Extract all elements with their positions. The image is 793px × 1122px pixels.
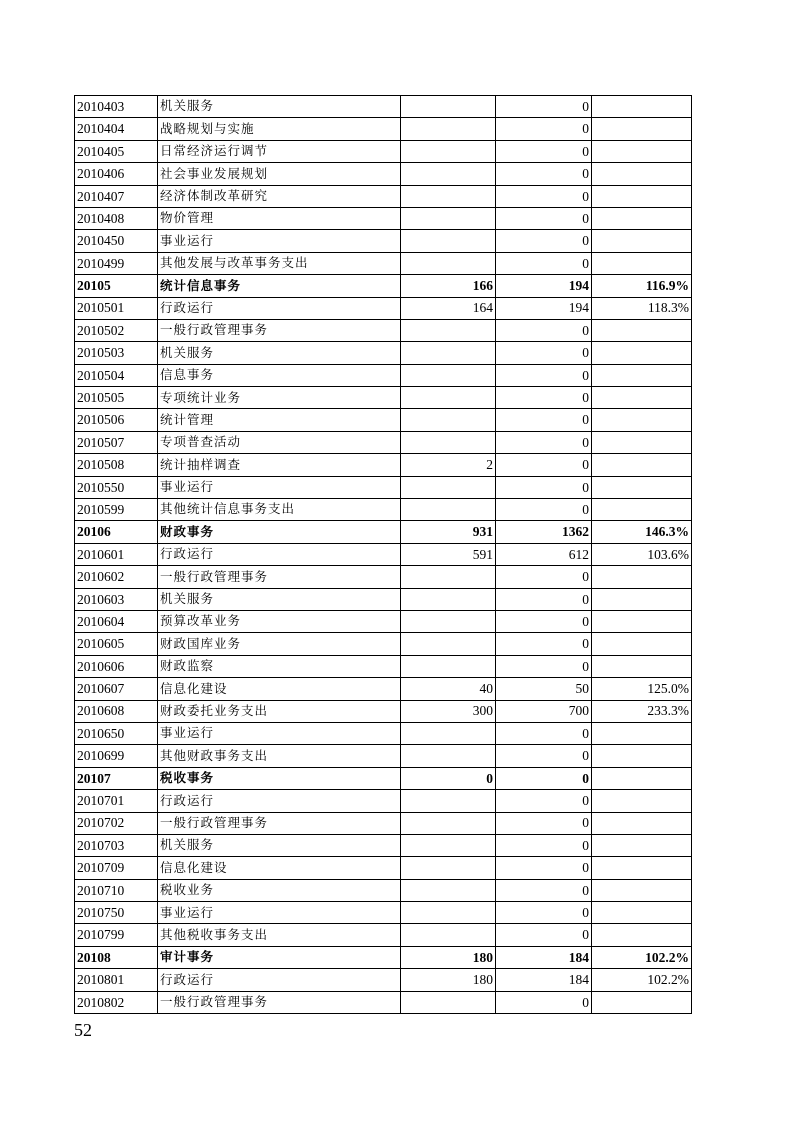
- row-percentage: [592, 588, 692, 610]
- row-percentage: 233.3%: [592, 700, 692, 722]
- row-code: 2010407: [75, 185, 158, 207]
- row-prior-amount: [401, 163, 496, 185]
- row-code: 2010701: [75, 790, 158, 812]
- row-percentage: 125.0%: [592, 678, 692, 700]
- row-code: 2010650: [75, 722, 158, 744]
- table-row: [75, 297, 692, 319]
- row-current-amount: 0: [496, 812, 592, 834]
- table-row: [75, 140, 692, 162]
- row-percentage: [592, 96, 692, 118]
- row-name: 财政委托业务支出: [158, 700, 401, 722]
- table-row: [75, 252, 692, 274]
- row-percentage: [592, 857, 692, 879]
- row-code: 2010505: [75, 387, 158, 409]
- row-percentage: [592, 991, 692, 1013]
- row-code: 2010406: [75, 163, 158, 185]
- table-row: [75, 185, 692, 207]
- row-prior-amount: [401, 924, 496, 946]
- row-code: 2010405: [75, 140, 158, 162]
- row-percentage: [592, 431, 692, 453]
- row-name: 财政国库业务: [158, 633, 401, 655]
- row-current-amount: 0: [496, 834, 592, 856]
- row-name: 财政事务: [158, 521, 401, 543]
- row-prior-amount: [401, 745, 496, 767]
- row-prior-amount: [401, 118, 496, 140]
- row-prior-amount: 164: [401, 297, 496, 319]
- row-code: 2010504: [75, 364, 158, 386]
- row-prior-amount: [401, 879, 496, 901]
- table-row: [75, 588, 692, 610]
- row-code: 2010603: [75, 588, 158, 610]
- row-percentage: [592, 476, 692, 498]
- row-prior-amount: [401, 431, 496, 453]
- table-row: [75, 342, 692, 364]
- row-percentage: [592, 610, 692, 632]
- row-code: 2010599: [75, 499, 158, 521]
- row-current-amount: 0: [496, 96, 592, 118]
- table-row: [75, 364, 692, 386]
- row-code: 2010710: [75, 879, 158, 901]
- row-name: 事业运行: [158, 230, 401, 252]
- row-current-amount: 0: [496, 319, 592, 341]
- row-name: 机关服务: [158, 588, 401, 610]
- table-row: [75, 476, 692, 498]
- row-percentage: [592, 633, 692, 655]
- row-percentage: 102.2%: [592, 969, 692, 991]
- row-current-amount: 194: [496, 297, 592, 319]
- table-row: [75, 969, 692, 991]
- row-percentage: [592, 207, 692, 229]
- table-row: [75, 409, 692, 431]
- row-name: 行政运行: [158, 297, 401, 319]
- table-row: [75, 431, 692, 453]
- row-prior-amount: [401, 812, 496, 834]
- row-name: 其他统计信息事务支出: [158, 499, 401, 521]
- row-percentage: [592, 409, 692, 431]
- row-code: 2010605: [75, 633, 158, 655]
- row-current-amount: 0: [496, 252, 592, 274]
- row-prior-amount: [401, 409, 496, 431]
- row-current-amount: 0: [496, 745, 592, 767]
- row-percentage: [592, 834, 692, 856]
- row-current-amount: 0: [496, 499, 592, 521]
- row-name: 信息事务: [158, 364, 401, 386]
- table-row: [75, 163, 692, 185]
- table-row: [75, 118, 692, 140]
- row-current-amount: 0: [496, 163, 592, 185]
- row-percentage: 102.2%: [592, 946, 692, 968]
- row-name: 财政监察: [158, 655, 401, 677]
- row-name: 预算改革业务: [158, 610, 401, 632]
- row-code: 2010501: [75, 297, 158, 319]
- row-percentage: [592, 767, 692, 789]
- row-code: 2010607: [75, 678, 158, 700]
- row-percentage: [592, 185, 692, 207]
- row-current-amount: 0: [496, 655, 592, 677]
- row-percentage: 103.6%: [592, 543, 692, 565]
- row-code: 2010450: [75, 230, 158, 252]
- row-prior-amount: [401, 476, 496, 498]
- row-percentage: [592, 745, 692, 767]
- row-prior-amount: [401, 633, 496, 655]
- row-name: 一般行政管理事务: [158, 566, 401, 588]
- table-row: [75, 499, 692, 521]
- row-prior-amount: 40: [401, 678, 496, 700]
- row-current-amount: 0: [496, 633, 592, 655]
- table-row: [75, 633, 692, 655]
- row-percentage: [592, 499, 692, 521]
- table-row: [75, 722, 692, 744]
- row-prior-amount: 180: [401, 969, 496, 991]
- row-code: 2010608: [75, 700, 158, 722]
- row-prior-amount: [401, 342, 496, 364]
- row-prior-amount: [401, 140, 496, 162]
- table-row: [75, 319, 692, 341]
- table-row-category: [75, 521, 692, 543]
- row-name: 事业运行: [158, 476, 401, 498]
- row-name: 日常经济运行调节: [158, 140, 401, 162]
- table-row-category: [75, 946, 692, 968]
- row-current-amount: 0: [496, 207, 592, 229]
- row-name: 统计管理: [158, 409, 401, 431]
- row-current-amount: 0: [496, 924, 592, 946]
- row-prior-amount: [401, 790, 496, 812]
- row-code: 2010550: [75, 476, 158, 498]
- row-prior-amount: 0: [401, 767, 496, 789]
- row-percentage: [592, 364, 692, 386]
- table-row: [75, 566, 692, 588]
- row-percentage: [592, 454, 692, 476]
- row-code: 2010802: [75, 991, 158, 1013]
- row-prior-amount: [401, 857, 496, 879]
- table-row-category: [75, 275, 692, 297]
- row-code: 2010506: [75, 409, 158, 431]
- row-current-amount: 0: [496, 454, 592, 476]
- row-current-amount: 0: [496, 991, 592, 1013]
- table-row: [75, 678, 692, 700]
- row-prior-amount: [401, 722, 496, 744]
- row-percentage: [592, 722, 692, 744]
- row-code: 2010709: [75, 857, 158, 879]
- row-current-amount: 0: [496, 409, 592, 431]
- row-name: 行政运行: [158, 790, 401, 812]
- row-current-amount: 0: [496, 140, 592, 162]
- table-row-category: [75, 767, 692, 789]
- row-name: 一般行政管理事务: [158, 319, 401, 341]
- row-percentage: [592, 812, 692, 834]
- row-prior-amount: [401, 566, 496, 588]
- row-percentage: [592, 319, 692, 341]
- row-prior-amount: [401, 499, 496, 521]
- row-code: 20105: [75, 275, 158, 297]
- row-percentage: [592, 790, 692, 812]
- row-name: 专项统计业务: [158, 387, 401, 409]
- row-code: 20106: [75, 521, 158, 543]
- row-code: 2010602: [75, 566, 158, 588]
- table-row: [75, 991, 692, 1013]
- row-prior-amount: [401, 902, 496, 924]
- table-row: [75, 790, 692, 812]
- table-row: [75, 812, 692, 834]
- row-name: 一般行政管理事务: [158, 812, 401, 834]
- row-current-amount: 0: [496, 879, 592, 901]
- table-row: [75, 230, 692, 252]
- row-current-amount: 0: [496, 588, 592, 610]
- row-name: 信息化建设: [158, 857, 401, 879]
- table-row: [75, 879, 692, 901]
- row-current-amount: 50: [496, 678, 592, 700]
- row-prior-amount: [401, 185, 496, 207]
- table-row: [75, 902, 692, 924]
- row-code: 2010699: [75, 745, 158, 767]
- row-code: 2010750: [75, 902, 158, 924]
- row-name: 其他财政事务支出: [158, 745, 401, 767]
- row-prior-amount: [401, 834, 496, 856]
- row-percentage: [592, 342, 692, 364]
- row-name: 机关服务: [158, 834, 401, 856]
- row-percentage: [592, 118, 692, 140]
- row-current-amount: 0: [496, 790, 592, 812]
- row-percentage: [592, 140, 692, 162]
- row-code: 2010606: [75, 655, 158, 677]
- table-row: [75, 454, 692, 476]
- table-row: [75, 543, 692, 565]
- row-prior-amount: [401, 655, 496, 677]
- row-current-amount: 0: [496, 566, 592, 588]
- row-current-amount: 0: [496, 722, 592, 744]
- row-current-amount: 0: [496, 857, 592, 879]
- row-name: 一般行政管理事务: [158, 991, 401, 1013]
- row-prior-amount: 300: [401, 700, 496, 722]
- table-row: [75, 700, 692, 722]
- row-percentage: [592, 163, 692, 185]
- row-prior-amount: [401, 387, 496, 409]
- table-row: [75, 387, 692, 409]
- row-code: 2010403: [75, 96, 158, 118]
- row-code: 2010702: [75, 812, 158, 834]
- row-name: 其他税收事务支出: [158, 924, 401, 946]
- row-current-amount: 700: [496, 700, 592, 722]
- row-code: 2010507: [75, 431, 158, 453]
- row-name: 税收事务: [158, 767, 401, 789]
- row-code: 2010508: [75, 454, 158, 476]
- row-current-amount: 184: [496, 969, 592, 991]
- row-prior-amount: [401, 96, 496, 118]
- row-code: 2010703: [75, 834, 158, 856]
- row-code: 2010499: [75, 252, 158, 274]
- budget-table: [74, 95, 692, 1014]
- row-name: 审计事务: [158, 946, 401, 968]
- table-row: [75, 655, 692, 677]
- row-code: 20108: [75, 946, 158, 968]
- row-code: 2010408: [75, 207, 158, 229]
- row-code: 2010502: [75, 319, 158, 341]
- row-prior-amount: [401, 207, 496, 229]
- table-row: [75, 96, 692, 118]
- row-prior-amount: [401, 230, 496, 252]
- row-current-amount: 0: [496, 431, 592, 453]
- row-prior-amount: [401, 588, 496, 610]
- row-current-amount: 0: [496, 610, 592, 632]
- row-code: 2010799: [75, 924, 158, 946]
- row-current-amount: 0: [496, 476, 592, 498]
- row-percentage: 118.3%: [592, 297, 692, 319]
- table-row: [75, 857, 692, 879]
- page-number: 52: [74, 1020, 92, 1040]
- row-current-amount: 0: [496, 230, 592, 252]
- table-row: [75, 924, 692, 946]
- row-prior-amount: [401, 364, 496, 386]
- row-percentage: [592, 879, 692, 901]
- row-current-amount: 1362: [496, 521, 592, 543]
- row-name: 统计抽样调查: [158, 454, 401, 476]
- row-percentage: [592, 902, 692, 924]
- row-percentage: [592, 252, 692, 274]
- row-current-amount: 184: [496, 946, 592, 968]
- table-body: [75, 96, 692, 1014]
- row-name: 战略规划与实施: [158, 118, 401, 140]
- row-percentage: 146.3%: [592, 521, 692, 543]
- row-name: 专项普查活动: [158, 431, 401, 453]
- table-row: [75, 745, 692, 767]
- row-current-amount: 0: [496, 902, 592, 924]
- row-current-amount: 0: [496, 342, 592, 364]
- row-percentage: [592, 387, 692, 409]
- row-current-amount: 0: [496, 364, 592, 386]
- row-name: 信息化建设: [158, 678, 401, 700]
- row-code: 2010801: [75, 969, 158, 991]
- row-prior-amount: 591: [401, 543, 496, 565]
- row-prior-amount: [401, 319, 496, 341]
- row-code: 2010503: [75, 342, 158, 364]
- row-name: 统计信息事务: [158, 275, 401, 297]
- row-current-amount: 612: [496, 543, 592, 565]
- row-current-amount: 0: [496, 387, 592, 409]
- row-code: 2010404: [75, 118, 158, 140]
- row-name: 行政运行: [158, 543, 401, 565]
- table-row: [75, 610, 692, 632]
- row-current-amount: 0: [496, 118, 592, 140]
- table-row: [75, 834, 692, 856]
- row-current-amount: 194: [496, 275, 592, 297]
- row-prior-amount: 931: [401, 521, 496, 543]
- row-prior-amount: 2: [401, 454, 496, 476]
- row-name: 税收业务: [158, 879, 401, 901]
- row-percentage: [592, 566, 692, 588]
- table-row: [75, 207, 692, 229]
- row-prior-amount: [401, 252, 496, 274]
- row-current-amount: 0: [496, 767, 592, 789]
- row-code: 2010601: [75, 543, 158, 565]
- row-name: 事业运行: [158, 722, 401, 744]
- row-prior-amount: [401, 610, 496, 632]
- row-name: 机关服务: [158, 342, 401, 364]
- row-percentage: [592, 924, 692, 946]
- row-code: 2010604: [75, 610, 158, 632]
- row-code: 20107: [75, 767, 158, 789]
- row-percentage: [592, 230, 692, 252]
- row-name: 经济体制改革研究: [158, 185, 401, 207]
- row-name: 其他发展与改革事务支出: [158, 252, 401, 274]
- row-prior-amount: [401, 991, 496, 1013]
- row-name: 机关服务: [158, 96, 401, 118]
- row-name: 行政运行: [158, 969, 401, 991]
- row-percentage: [592, 655, 692, 677]
- row-name: 物价管理: [158, 207, 401, 229]
- row-current-amount: 0: [496, 185, 592, 207]
- row-prior-amount: 166: [401, 275, 496, 297]
- row-name: 事业运行: [158, 902, 401, 924]
- row-name: 社会事业发展规划: [158, 163, 401, 185]
- row-percentage: 116.9%: [592, 275, 692, 297]
- row-prior-amount: 180: [401, 946, 496, 968]
